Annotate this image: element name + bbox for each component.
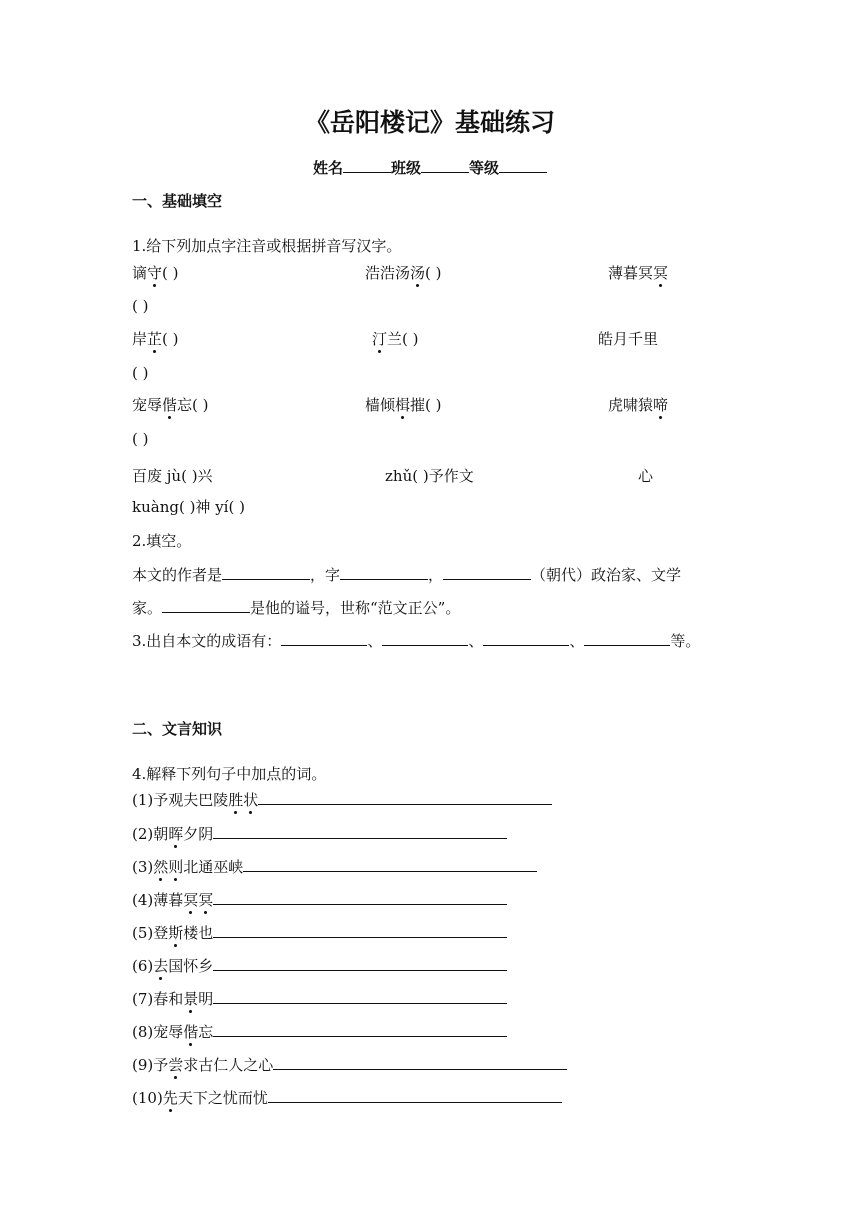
dynasty-blank[interactable] xyxy=(443,563,531,580)
q1-item: 岸芷( ) xyxy=(132,330,179,348)
q4-item: (8)宠辱偕忘 xyxy=(132,1020,507,1042)
class-label: 班级 xyxy=(390,159,421,177)
q4-prompt: 4.解释下列句子中加点的词。 xyxy=(132,765,327,783)
name-blank[interactable] xyxy=(343,158,391,173)
answer-line[interactable] xyxy=(213,954,507,971)
answer-line[interactable] xyxy=(213,987,507,1004)
q4-item: (6)去国怀乡 xyxy=(132,954,507,976)
q1-item: 心 xyxy=(638,467,654,485)
posthumous-name-blank[interactable] xyxy=(162,596,250,613)
student-info xyxy=(0,157,860,178)
idiom-blank[interactable] xyxy=(382,629,468,646)
q4-item: (9)予尝求古仁人之心 xyxy=(132,1053,567,1075)
q1-item: 樯倾楫摧( ) xyxy=(365,396,442,414)
q1-item: 薄暮冥冥 xyxy=(608,264,669,282)
q1-item: 浩浩汤汤( ) xyxy=(365,264,442,282)
q2-prompt: 2.填空。 xyxy=(132,532,192,550)
answer-line[interactable] xyxy=(273,1053,567,1070)
answer-line[interactable] xyxy=(213,921,507,938)
courtesy-name-blank[interactable] xyxy=(340,563,428,580)
q4-item: (5)登斯楼也 xyxy=(132,921,507,943)
answer-line[interactable] xyxy=(213,822,507,839)
q1-item: 谪守( ) xyxy=(132,264,179,282)
name-label: 姓名 xyxy=(312,159,343,177)
answer-line[interactable] xyxy=(268,1086,562,1103)
answer-line[interactable] xyxy=(258,788,552,805)
author-blank[interactable] xyxy=(222,563,310,580)
q1-item: kuàng( )神 yí( ) xyxy=(132,498,245,516)
q4-item: (4)薄暮冥冥 xyxy=(132,888,507,910)
q1-paren: ( ) xyxy=(132,297,149,315)
q1-item: 宠辱偕忘( ) xyxy=(132,396,209,414)
section-heading-1: 一、基础填空 xyxy=(132,192,223,210)
q1-item: 虎啸猿啼 xyxy=(608,396,669,414)
q2-line-1: 本文的作者是 ，字 ， （朝代）政治家、文学 xyxy=(132,563,681,585)
q1-item: 百废 jù( )兴 xyxy=(132,467,213,485)
idiom-blank[interactable] xyxy=(281,629,367,646)
q4-item: (1)予观夫巴陵胜状 xyxy=(132,788,552,810)
q1-item: 皓月千里 xyxy=(598,330,659,348)
q2-line-2: 家。 是他的谥号，世称“范文正公”。 xyxy=(132,596,460,618)
q4-item: (7)春和景明 xyxy=(132,987,507,1009)
q1-prompt: 1.给下列加点字注音或根据拼音写汉字。 xyxy=(132,237,402,255)
q1-paren: ( ) xyxy=(132,364,149,382)
q3-line: 3.出自本文的成语有： 、 、 、 等。 xyxy=(132,629,700,651)
idiom-blank[interactable] xyxy=(584,629,670,646)
answer-line[interactable] xyxy=(213,888,507,905)
section-heading-2: 二、文言知识 xyxy=(132,720,223,738)
q1-paren: ( ) xyxy=(132,430,149,448)
q1-item: 汀兰( ) xyxy=(372,330,419,348)
page-title: 《岳阳楼记》基础练习 xyxy=(304,108,555,137)
grade-label: 等级 xyxy=(469,159,500,177)
q4-item: (10)先天下之忧而忧 xyxy=(132,1086,562,1108)
q1-item: zhǔ( )予作文 xyxy=(385,467,474,485)
q4-item: (2)朝晖夕阴 xyxy=(132,822,507,844)
idiom-blank[interactable] xyxy=(483,629,569,646)
answer-line[interactable] xyxy=(243,855,537,872)
q4-item: (3)然则北通巫峡 xyxy=(132,855,537,877)
answer-line[interactable] xyxy=(213,1020,507,1037)
grade-blank[interactable] xyxy=(499,158,547,173)
class-blank[interactable] xyxy=(421,158,469,173)
